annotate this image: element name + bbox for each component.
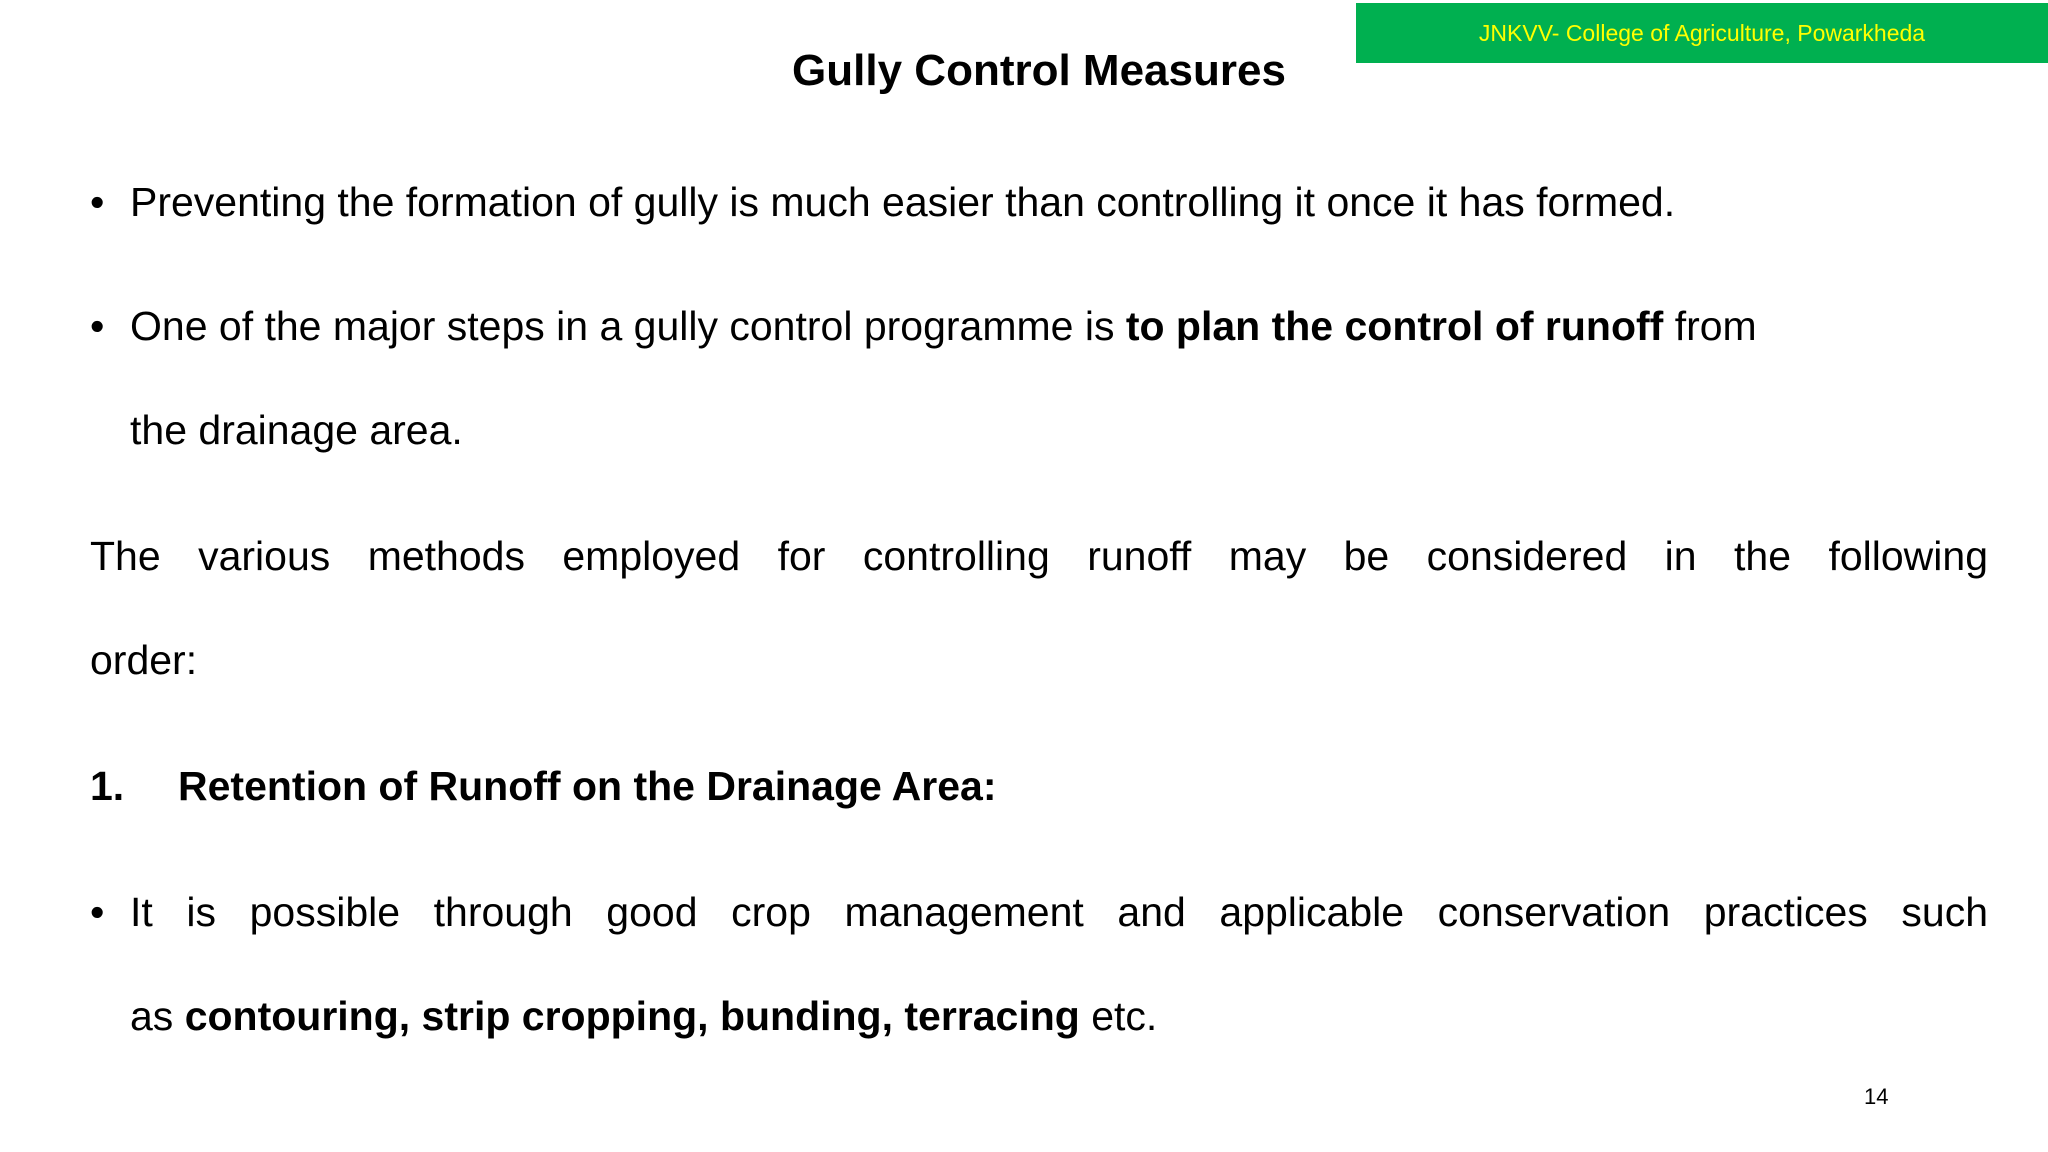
bullet-icon: • (90, 889, 105, 935)
bullet-point-2 (130, 302, 1757, 350)
bullet-point-3-text: as (130, 993, 185, 1039)
intro-paragraph-line-1: The various methods employed for controlling runoff may be considered in the following (90, 533, 1988, 579)
bullet-point-2-continuation: the drainage area. (130, 407, 463, 453)
institution-name: JNKVV- College of Agriculture, Powarkheda (1478, 19, 1926, 46)
intro-paragraph-line-2: order: (90, 637, 198, 683)
bullet-point-3-tail: etc. (1079, 993, 1158, 1039)
bullet-icon: • (90, 179, 105, 225)
bullet-point-2-tail: from (1663, 303, 1757, 349)
bullet-point-3-line-2 (130, 992, 1157, 1040)
page-number: 14 (1864, 1084, 1889, 1109)
bullet-point-2-emphasis: to plan the control of runoff (1125, 303, 1664, 349)
bullet-point-2-text: One of the major steps in a gully control programme is (130, 303, 1126, 349)
section-heading: Retention of Runoff on the Drainage Area: (178, 763, 997, 809)
bullet-point-1: Preventing the formation of gully is much easier than controlling it once it has formed. (130, 179, 1676, 225)
bullet-point-3-line-1: It is possible through good crop management and applicable conservation practices such (130, 889, 1988, 935)
slide-title: Gully Control Measures (792, 46, 1286, 95)
bullet-point-3-emphasis: contouring, strip cropping, bunding, terracing (184, 993, 1080, 1039)
bullet-icon: • (90, 303, 105, 349)
section-number: 1. (90, 763, 125, 809)
